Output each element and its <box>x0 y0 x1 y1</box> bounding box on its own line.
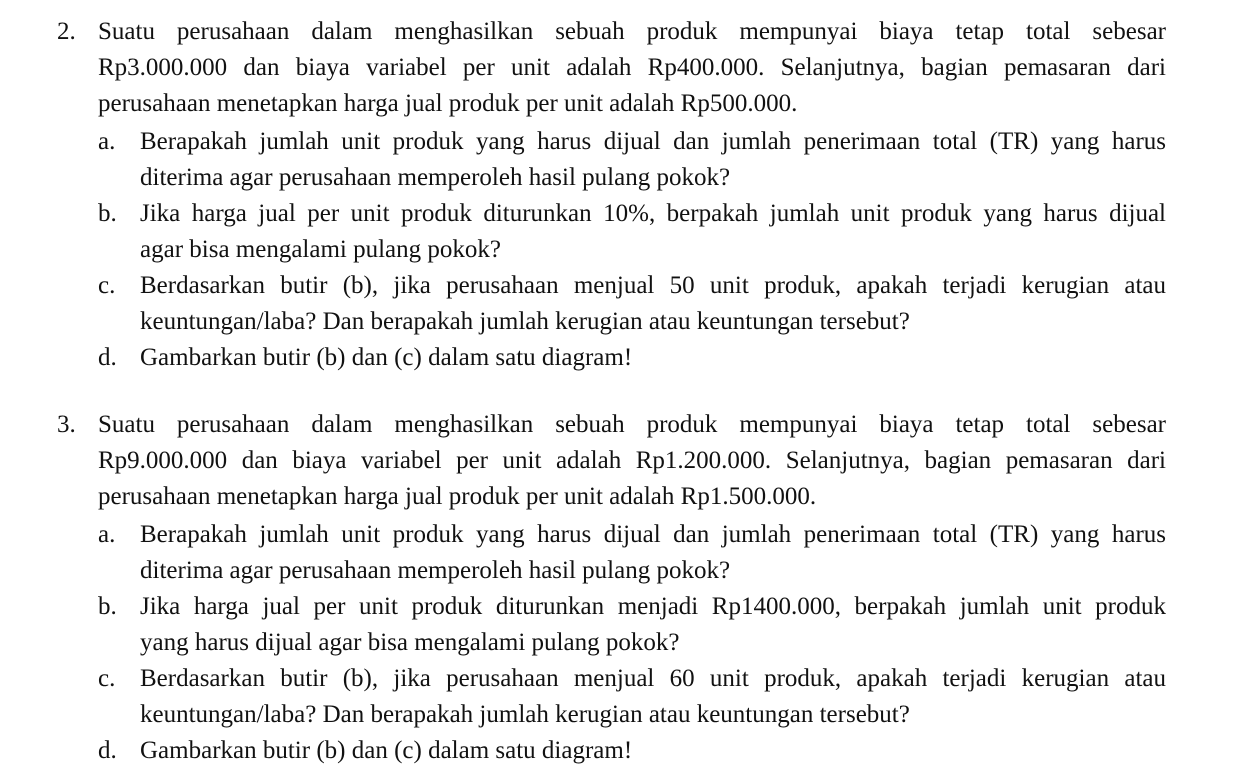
subquestion-b-line: agar bisa mengalami pulang pokok? <box>140 236 501 263</box>
subquestion-c-line: Berdasarkan butir (b), jika perusahaan menjual 50 unit produk, apakah terjadi kerugian atau <box>140 272 1166 299</box>
subquestion-a-line: diterima agar perusahaan memperoleh hasil pulang pokok? <box>140 164 731 191</box>
subquestion-letter-b: b. <box>98 200 117 227</box>
subquestion-letter-b: b. <box>98 593 117 620</box>
problem-stem-line: Rp9.000.000 dan biaya variabel per unit adalah Rp1.200.000. Selanjutnya, bagian pemasaran dari <box>98 447 1166 474</box>
subquestion-letter-c: c. <box>98 272 116 299</box>
problem-number: 3. <box>57 411 76 438</box>
problem-stem-line: Rp3.000.000 dan biaya variabel per unit adalah Rp400.000. Selanjutnya, bagian pemasaran dari <box>98 54 1166 81</box>
subquestion-c-line: Berdasarkan butir (b), jika perusahaan menjual 60 unit produk, apakah terjadi kerugian atau <box>140 665 1166 692</box>
subquestion-c-line: keuntungan/laba? Dan berapakah jumlah kerugian atau keuntungan tersebut? <box>140 701 910 728</box>
subquestion-letter-d: d. <box>98 737 117 764</box>
problem-stem-line: Suatu perusahaan dalam menghasilkan sebuah produk mempunyai biaya tetap total sebesar <box>98 411 1166 438</box>
subquestion-letter-a: a. <box>98 128 116 155</box>
subquestion-d-line: Gambarkan butir (b) dan (c) dalam satu diagram! <box>140 737 633 764</box>
problem-number: 2. <box>57 18 76 45</box>
subquestion-letter-d: d. <box>98 344 117 371</box>
subquestion-c-line: keuntungan/laba? Dan berapakah jumlah kerugian atau keuntungan tersebut? <box>140 308 910 335</box>
subquestion-b-line: yang harus dijual agar bisa mengalami pulang pokok? <box>140 629 680 656</box>
subquestion-letter-c: c. <box>98 665 116 692</box>
subquestion-a-line: Berapakah jumlah unit produk yang harus dijual dan jumlah penerimaan total (TR) yang harus <box>140 521 1166 548</box>
subquestion-letter-a: a. <box>98 521 116 548</box>
problem-stem-line: perusahaan menetapkan harga jual produk per unit adalah Rp1.500.000. <box>98 483 817 510</box>
subquestion-b-line: Jika harga jual per unit produk diturunkan 10%, berpakah jumlah unit produk yang harus dijual <box>140 200 1166 227</box>
subquestion-b-line: Jika harga jual per unit produk diturunkan menjadi Rp1400.000, berpakah jumlah unit produk <box>140 593 1166 620</box>
subquestion-a-line: diterima agar perusahaan memperoleh hasil pulang pokok? <box>140 557 731 584</box>
subquestion-a-line: Berapakah jumlah unit produk yang harus dijual dan jumlah penerimaan total (TR) yang harus <box>140 128 1166 155</box>
problem-stem-line: Suatu perusahaan dalam menghasilkan sebuah produk mempunyai biaya tetap total sebesar <box>98 18 1166 45</box>
subquestion-d-line: Gambarkan butir (b) dan (c) dalam satu diagram! <box>140 344 633 371</box>
problem-stem-line: perusahaan menetapkan harga jual produk per unit adalah Rp500.000. <box>98 90 798 117</box>
